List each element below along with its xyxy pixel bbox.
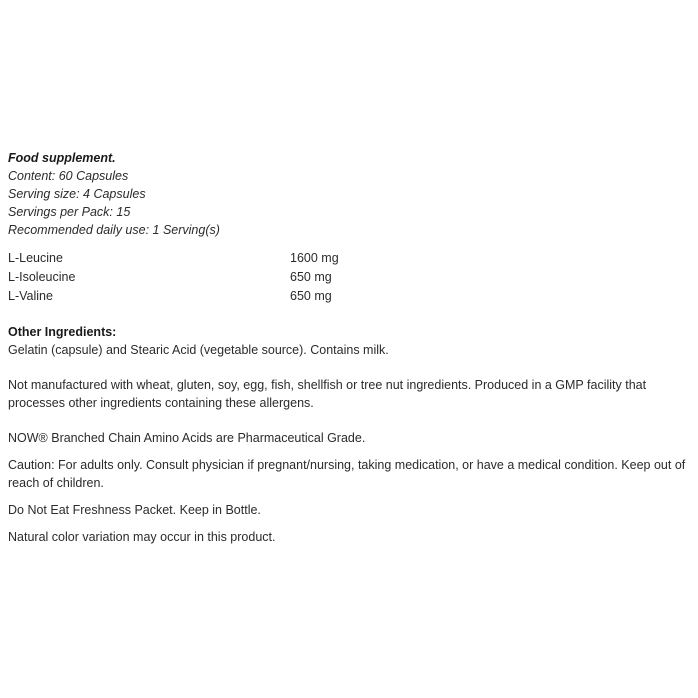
caution-statement: Caution: For adults only. Consult physician if pregnant/nursing, taking medication, or have a medical condition. Keep out of reach of children. <box>8 458 686 490</box>
freshness-statement: Do Not Eat Freshness Packet. Keep in Bottle. <box>8 503 261 517</box>
other-ingredients-heading: Other Ingredients: <box>8 325 117 339</box>
nutrient-name: L-Leucine <box>8 251 63 265</box>
nutrient-table <box>8 249 692 306</box>
allergen-statement: Not manufactured with wheat, gluten, soy, egg, fish, shellfish or tree nut ingredients. Produced in a GMP facility that processes other ingredients containing these allergens. <box>8 378 647 410</box>
product-description <box>8 149 692 546</box>
servings-per-pack-line: Servings per Pack: 15 <box>8 205 131 219</box>
daily-use-line: Recommended daily use: 1 Serving(s) <box>8 223 220 237</box>
nutrient-amount: 650 mg <box>290 270 332 284</box>
other-ingredients-text: Gelatin (capsule) and Stearic Acid (vegetable source). Contains milk. <box>8 343 389 357</box>
grade-statement: NOW® Branched Chain Amino Acids are Pharmaceutical Grade. <box>8 431 366 445</box>
nutrient-amount: 650 mg <box>290 289 332 303</box>
nutrient-row <box>8 268 692 287</box>
other-ingredients <box>8 323 692 359</box>
nutrient-name: L-Valine <box>8 289 53 303</box>
content-line: Content: 60 Capsules <box>8 169 129 183</box>
nutrient-name: L-Isoleucine <box>8 270 76 284</box>
color-variation-statement: Natural color variation may occur in this product. <box>8 530 276 544</box>
nutrient-row <box>8 287 692 306</box>
serving-size-line: Serving size: 4 Capsules <box>8 187 146 201</box>
supplement-intro <box>8 149 692 239</box>
nutrient-amount: 1600 mg <box>290 251 339 265</box>
nutrient-row <box>8 249 692 268</box>
supplement-title: Food supplement. <box>8 151 116 165</box>
